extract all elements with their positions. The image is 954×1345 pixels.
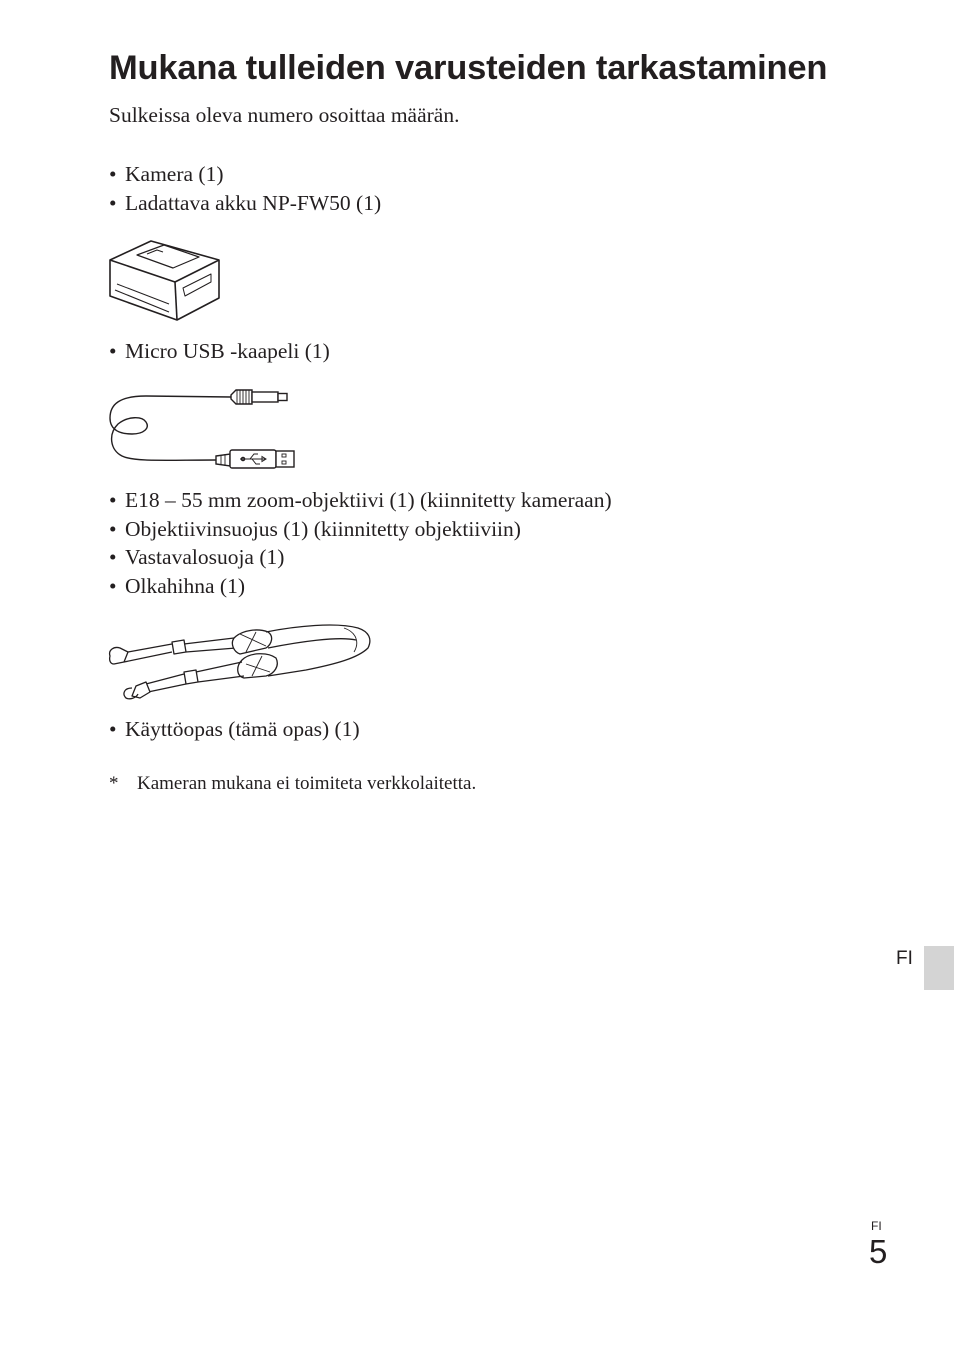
bullet: • bbox=[109, 162, 117, 186]
list-item-text: Objektiivinsuojus (1) (kiinnitetty objektiiviin) bbox=[125, 516, 521, 541]
list-item-text: Ladattava akku NP-FW50 (1) bbox=[125, 190, 382, 215]
list-item-text: Kamera (1) bbox=[125, 162, 224, 186]
shoulder-strap-illustration bbox=[106, 618, 374, 702]
bullet: • bbox=[109, 516, 117, 541]
bullet: • bbox=[109, 488, 117, 512]
page-title: Mukana tulleiden varusteiden tarkastaminen bbox=[109, 49, 828, 87]
list-item bbox=[109, 515, 612, 544]
list-item-text: Olkahihna (1) bbox=[125, 573, 246, 598]
list-item-text: Vastavalosuoja (1) bbox=[125, 545, 285, 570]
list-item-text: Micro USB -kaapeli (1) bbox=[125, 339, 330, 363]
accessory-list-2 bbox=[109, 337, 330, 366]
side-tab-label: FI bbox=[896, 948, 913, 969]
bullet: • bbox=[109, 190, 117, 215]
list-item bbox=[109, 572, 612, 601]
intro-text: Sulkeissa oleva numero osoittaa määrän. bbox=[109, 103, 460, 127]
accessory-list-4 bbox=[109, 715, 360, 744]
footnote bbox=[109, 773, 476, 795]
footnote-mark: * bbox=[109, 773, 119, 794]
list-item bbox=[109, 715, 360, 744]
list-item bbox=[109, 486, 612, 515]
list-item bbox=[109, 189, 381, 218]
battery-illustration bbox=[107, 238, 225, 324]
list-item bbox=[109, 337, 330, 366]
list-item-text: Käyttöopas (tämä opas) (1) bbox=[125, 717, 360, 741]
footnote-text: Kameran mukana ei toimiteta verkkolaitetta. bbox=[137, 773, 477, 794]
page-number: 5 bbox=[869, 1233, 888, 1270]
bullet: • bbox=[109, 545, 117, 570]
usb-cable-illustration bbox=[106, 384, 298, 472]
list-item-text: E18 – 55 mm zoom-objektiivi (1) (kiinnitetty kameraan) bbox=[125, 488, 612, 512]
bullet: • bbox=[109, 573, 117, 598]
list-item bbox=[109, 160, 381, 189]
bullet: • bbox=[109, 717, 117, 741]
side-tab bbox=[924, 946, 954, 990]
bullet: • bbox=[109, 339, 117, 363]
page-language: FI bbox=[871, 1219, 882, 1233]
accessory-list-1 bbox=[109, 160, 381, 217]
accessory-list-3 bbox=[109, 486, 612, 600]
list-item bbox=[109, 543, 612, 572]
